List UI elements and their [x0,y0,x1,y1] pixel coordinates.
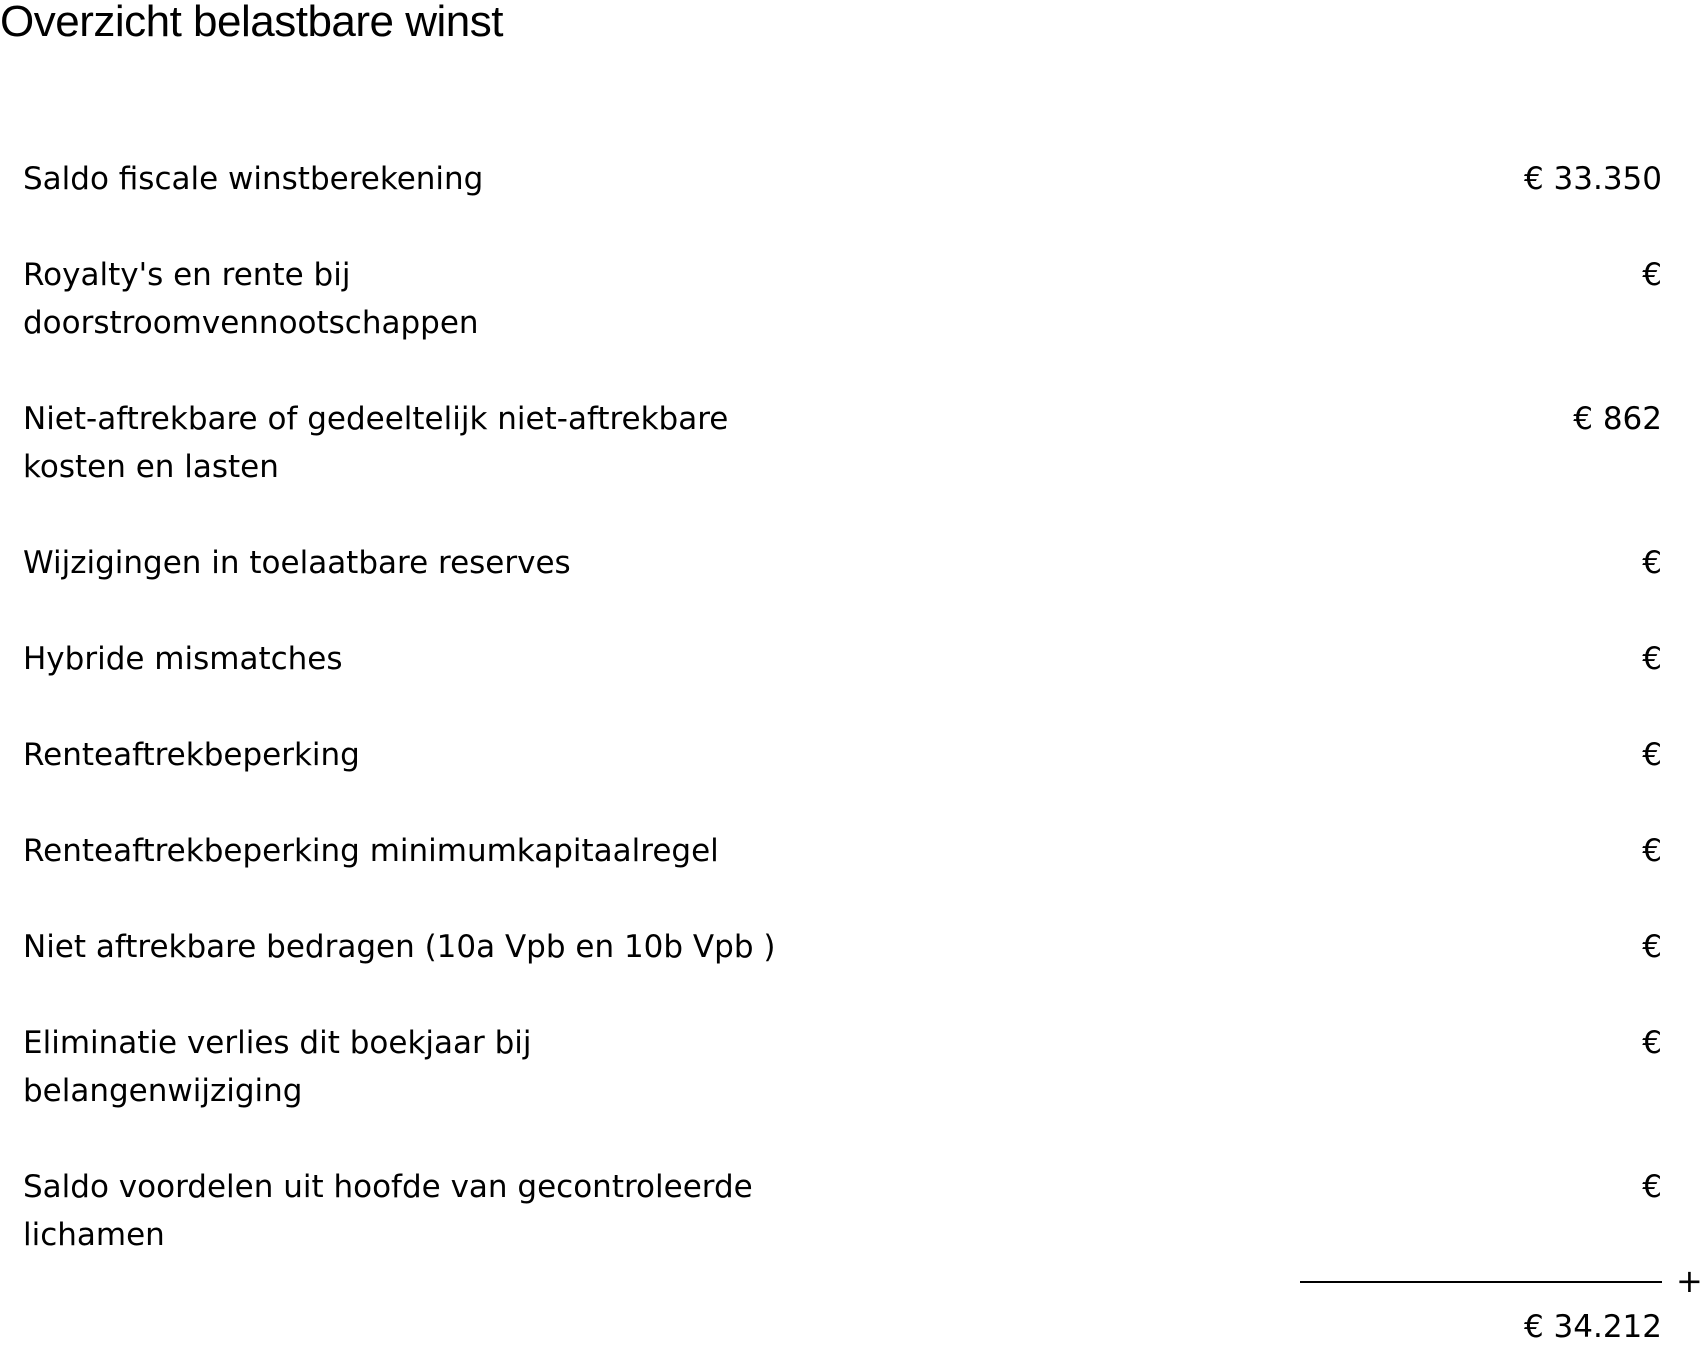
profit-overview-list [23,155,1662,1307]
row-amount: € [1642,1025,1662,1061]
row-amount: € [1642,641,1662,677]
row-amount: € [1642,1169,1662,1205]
row-amount: € [1642,737,1662,773]
row-label: Royalty's en rente bij doorstroomvennootschappen [23,257,479,341]
row-gecontroleerde-lichamen [23,1163,1662,1307]
row-label: Niet-aftrekbare of gedeeltelijk niet-aftrekbare kosten en lasten [23,401,729,485]
row-saldo-fiscale-winstberekening [23,155,1662,251]
total-amount: € 34.212 [1523,1309,1662,1345]
row-amount: € [1642,257,1662,293]
row-niet-aftrekbare-kosten [23,395,1662,539]
row-label: Wijzigingen in toelaatbare reserves [23,545,571,581]
row-label: Niet aftrekbare bedragen (10a Vpb en 10b Vpb ) [23,929,776,965]
row-amount: € [1642,833,1662,869]
row-amount: € [1642,545,1662,581]
row-niet-aftrekbare-bedragen [23,923,1662,1019]
total-divider [1300,1281,1662,1283]
row-toelaatbare-reserves [23,539,1662,635]
row-renteaftrekbeperking [23,731,1662,827]
row-minimumkapitaalregel [23,827,1662,923]
row-amount: € 862 [1573,401,1662,437]
row-eliminatie-verlies [23,1019,1662,1163]
row-label: Renteaftrekbeperking minimumkapitaalregel [23,833,719,869]
row-label: Renteaftrekbeperking [23,737,360,773]
row-amount: € 33.350 [1523,161,1662,197]
row-hybride-mismatches [23,635,1662,731]
row-label: Saldo voordelen uit hoofde van gecontroleerde lichamen [23,1169,753,1253]
row-label: Eliminatie verlies dit boekjaar bij belangenwijziging [23,1025,532,1109]
page-title: Overzicht belastbare winst [0,0,503,46]
row-label: Hybride mismatches [23,641,343,677]
plus-operator: + [1676,1262,1703,1300]
row-amount: € [1642,929,1662,965]
row-royalties-en-rente [23,251,1662,395]
row-label: Saldo fiscale winstberekening [23,161,484,197]
